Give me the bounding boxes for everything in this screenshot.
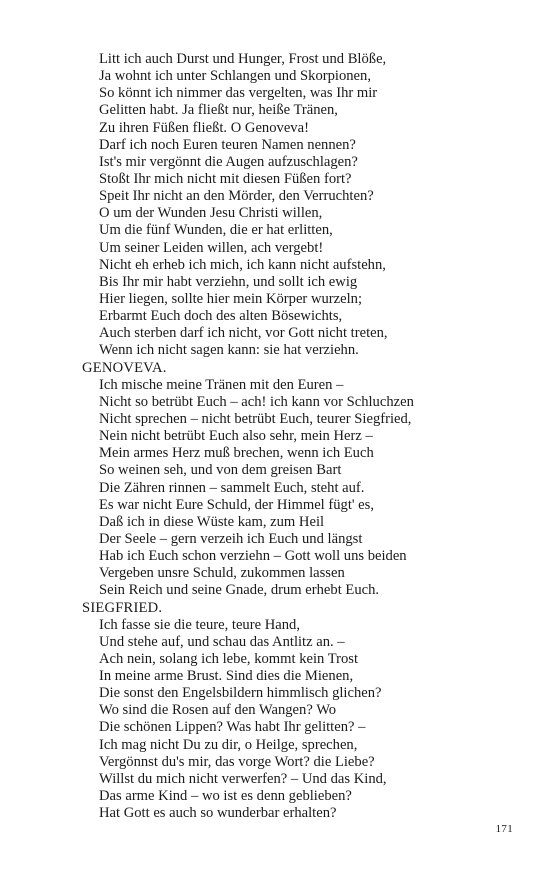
verse-line: Ich mische meine Tränen mit den Euren –	[99, 376, 344, 393]
verse-line: Die Zähren rinnen – sammelt Euch, steht auf.	[99, 479, 365, 496]
verse-line: So weinen seh, und von dem greisen Bart	[99, 462, 342, 479]
verse-line: Gelitten habt. Ja fließt nur, heiße Tränen,	[99, 102, 338, 119]
verse-line: Daß ich in diese Wüste kam, zum Heil	[99, 513, 325, 530]
verse-line: Ach nein, solang ich lebe, kommt kein Trost	[99, 650, 359, 667]
verse-line: Sein Reich und seine Gnade, drum erhebt Euch.	[99, 582, 380, 599]
verse-line: Nicht so betrübt Euch – ach! ich kann vor Schluchzen	[99, 393, 414, 410]
verse-line: Auch sterben darf ich nicht, vor Gott nicht treten,	[99, 325, 388, 342]
speaker-name: GENOVEVA.	[82, 359, 167, 376]
verse-line: Vergönnst du's mir, das vorge Wort? die Liebe?	[99, 753, 375, 770]
verse-line: Bis Ihr mir habt verziehn, und sollt ich ewig	[99, 273, 358, 290]
verse-line: Ist's mir vergönnt die Augen aufzuschlagen?	[99, 153, 358, 170]
verse-line: Darf ich noch Euren teuren Namen nennen?	[99, 136, 356, 153]
verse-line: Ja wohnt ich unter Schlangen und Skorpionen,	[99, 68, 371, 85]
verse-line: Die schönen Lippen? Was habt Ihr gelitten? –	[99, 719, 366, 736]
verse-line: Speit Ihr nicht an den Mörder, den Verruchten?	[99, 188, 374, 205]
verse-line: Es war nicht Eure Schuld, der Himmel fügt' es,	[99, 496, 374, 513]
verse-line: Der Seele – gern verzeih ich Euch und längst	[99, 530, 363, 547]
verse-line: Stoßt Ihr mich nicht mit diesen Füßen fort?	[99, 170, 352, 187]
verse-line: Nicht sprechen – nicht betrübt Euch, teurer Siegfried,	[99, 410, 412, 427]
page-number: 171	[495, 823, 513, 835]
verse-line: Nein nicht betrübt Euch also sehr, mein Herz –	[99, 428, 373, 445]
verse-line: Litt ich auch Durst und Hunger, Frost und Blöße,	[99, 51, 387, 67]
verse-line: Um die fünf Wunden, die er hat erlitten,	[99, 222, 333, 239]
verse-line: Ich fasse sie die teure, teure Hand,	[99, 616, 300, 633]
speaker-name: SIEGFRIED.	[82, 599, 163, 616]
verse-line: Ich mag nicht Du zu dir, o Heilge, sprechen,	[99, 736, 358, 753]
verse-line: Wenn ich nicht sagen kann: sie hat verziehn.	[99, 342, 359, 359]
verse-line: Willst du mich nicht verwerfen? – Und das Kind,	[99, 770, 387, 787]
verse-line: Vergeben unsre Schuld, zukommen lassen	[99, 565, 345, 582]
verse-line: Mein armes Herz muß brechen, wenn ich Euch	[99, 445, 374, 462]
verse-line: In meine arme Brust. Sind dies die Mienen,	[99, 668, 354, 685]
verse-line: Erbarmt Euch doch des alten Bösewichts,	[99, 308, 343, 325]
verse-line: Das arme Kind – wo ist es denn geblieben?	[99, 788, 352, 805]
verse-line: So könnt ich nimmer das vergelten, was Ihr mir	[99, 85, 378, 102]
drama-text	[82, 51, 522, 822]
verse-line: Hat Gott es auch so wunderbar erhalten?	[99, 805, 337, 822]
verse-line: Hier liegen, sollte hier mein Körper wurzeln;	[99, 290, 363, 307]
verse-line: Um seiner Leiden willen, ach vergebt!	[99, 239, 324, 256]
verse-line: Hab ich Euch schon verziehn – Gott woll uns beiden	[99, 548, 407, 565]
verse-line: Nicht eh erheb ich mich, ich kann nicht aufstehn,	[99, 256, 386, 273]
verse-line: Zu ihren Füßen fließt. O Genoveva!	[99, 119, 309, 136]
verse-line: Und stehe auf, und schau das Antlitz an. –	[99, 633, 345, 650]
verse-line: Wo sind die Rosen auf den Wangen? Wo	[99, 702, 337, 719]
verse-line: Die sonst den Engelsbildern himmlisch glichen?	[99, 685, 382, 702]
verse-line: O um der Wunden Jesu Christi willen,	[99, 205, 323, 222]
